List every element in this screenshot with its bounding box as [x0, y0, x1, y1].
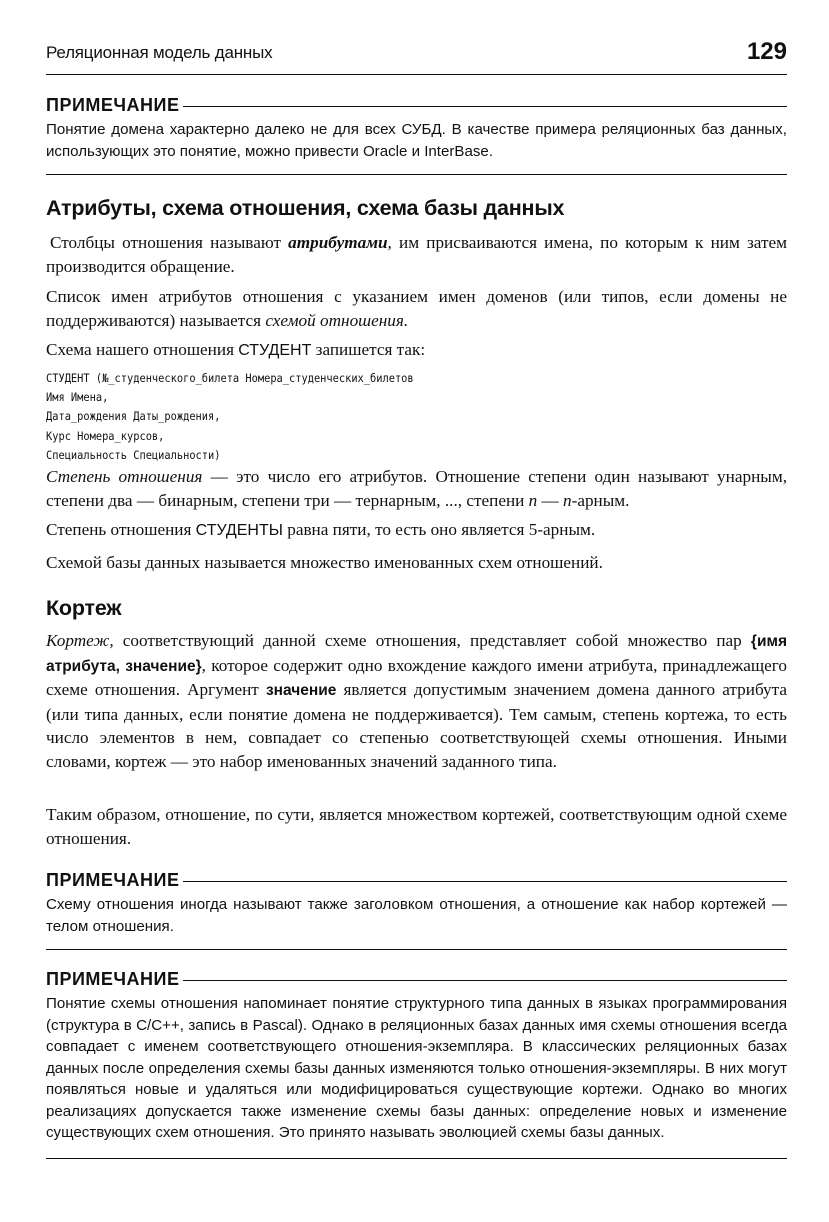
note-box-domain — [46, 95, 787, 175]
term-tuple: Кортеж, — [46, 631, 114, 650]
note-text: Понятие домена характерно далеко не для всех СУБД. В качестве примера реляционных баз данных, использующих это понятие, можно привести Oracle и InterBase. — [46, 121, 787, 160]
text: Степень отношения — [46, 520, 196, 539]
paragraph-relation-schema — [46, 285, 787, 332]
running-header — [46, 40, 787, 75]
note-bottom-rule — [46, 949, 787, 950]
text: Столбцы отношения называют — [50, 233, 289, 252]
paragraph-relation-degree — [46, 465, 787, 512]
note-label: ПРИМЕЧАНИЕ — [46, 969, 180, 989]
var-n: n — [528, 490, 538, 510]
note-bottom-rule — [46, 174, 787, 175]
note-header — [46, 95, 787, 116]
note-header — [46, 969, 787, 990]
text: равна пяти, то есть оно является 5-арным. — [282, 520, 596, 539]
inline-pair: {имя атрибута, значение} — [46, 633, 787, 675]
text: — — [537, 490, 564, 510]
note-rule — [183, 881, 787, 882]
var-n: n — [563, 490, 572, 510]
note-text: Схему отношения иногда называют также заголовком отношения, а отношение как набор кортежей — телом отношения. — [46, 896, 787, 935]
section-heading-tuple: Кортеж — [46, 596, 122, 620]
text: соответствующий данной схеме отношения, представляет собой множество пар — [113, 631, 751, 650]
text: -арным. — [571, 490, 630, 510]
term-attributes: атрибутами — [288, 233, 388, 252]
note-rule — [183, 106, 787, 107]
note-label: ПРИМЕЧАНИЕ — [46, 95, 180, 115]
text: Список имен атрибутов отношения с указанием имен доменов (или типов, если домены не поддерживаются) называется — [46, 287, 787, 330]
code-listing-student-schema: СТУДЕНТ (№_студенческого_билета Номера_студенческих_билетов Имя Имена, Дата_рождения Даты_рождения, Курс Номера_курсов, Специальность Специальности) — [46, 371, 414, 462]
paragraph-schema-example — [46, 338, 787, 363]
paragraph-attributes-definition — [46, 231, 787, 278]
text: является допустимым значением домена данного атрибута (или типа данных, если понятие домена не поддерживается). Тем самым, степень кортежа, то есть число элементов в нем, совпадает со степенью соответствующей схемы отношения. Иными словами, кортеж — это набор именованных значений заданного типа. — [46, 680, 787, 771]
running-title: Реляционная модель данных — [46, 43, 273, 62]
note-bottom-rule — [46, 1158, 787, 1159]
paragraph-students-degree — [46, 518, 787, 543]
paragraph-tuple-definition — [46, 629, 787, 773]
note-rule — [183, 980, 787, 981]
section-heading-attributes: Атрибуты, схема отношения, схема базы данных — [46, 196, 565, 220]
text: Схема нашего отношения — [46, 340, 239, 359]
paragraph-relation-as-tuples: Таким образом, отношение, по сути, является множеством кортежей, соответствующим одной схеме отношения. — [46, 805, 787, 848]
text: , им присваиваются имена, по которым к ним затем производится обращение. — [46, 233, 788, 276]
text: запишется так: — [311, 340, 426, 359]
note-header — [46, 870, 787, 891]
inline-value: значение — [265, 682, 337, 699]
term-relation-schema: схемой отношения. — [265, 310, 409, 330]
paragraph-db-schema: Схемой базы данных называется множество именованных схем отношений. — [46, 553, 603, 572]
text: , которое содержит одно вхождение каждого имени атрибута, принадлежащего схеме отношения. Аргумент — [46, 655, 787, 699]
inline-code-student: СТУДЕНТ — [238, 342, 312, 359]
text: — это число его атрибутов. Отношение степени один называют унарным, степени два — бинарным, степени три — тернарным, ..., степени — [46, 467, 787, 510]
note-label: ПРИМЕЧАНИЕ — [46, 870, 180, 890]
note-text: Понятие схемы отношения напоминает понятие структурного типа данных в языках программирования (структура в C/C++, запись в Pascal). Однако в реляционных базах данных имя схемы отношения всегда совпадает с именем соответствующего отношения-экземпляра. В классических реляционных базах данных после определения схемы базы данных изменяются только отношения-экземпляры. В них могут появляться новые и удаляться или модифицироваться существующие кортежи. Однако во многих реализациях допускается также изменение схемы базы данных: определение новых и изменение существующих схем отношения. Это принято называть эволюцией схемы базы данных. — [46, 995, 787, 1141]
term-relation-degree: Степень отношения — [46, 467, 203, 486]
note-box-schema-evolution — [46, 969, 787, 1159]
page-number: 129 — [746, 38, 787, 65]
inline-code-students: СТУДЕНТЫ — [195, 522, 283, 539]
note-box-header-body — [46, 870, 787, 950]
